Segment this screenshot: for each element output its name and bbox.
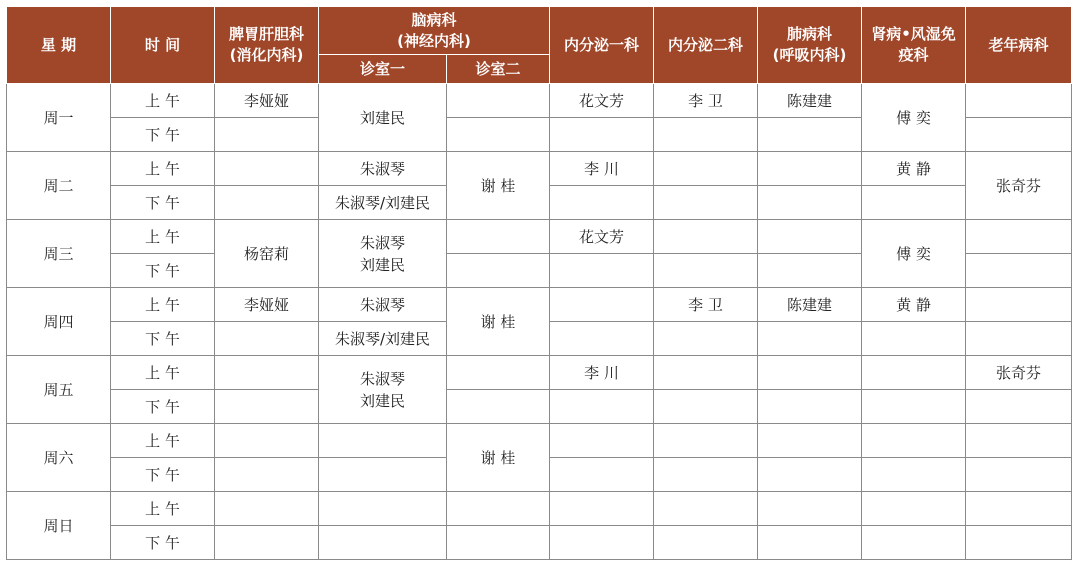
cell-wed-renal: 傅 奕 — [862, 220, 966, 288]
cell-empty — [654, 118, 758, 152]
cell-tue-endo1-am: 李 川 — [550, 152, 654, 186]
cell-empty — [862, 356, 966, 390]
cell-empty — [447, 390, 550, 424]
cell-empty — [550, 424, 654, 458]
cell-empty — [862, 492, 966, 526]
cell-empty — [862, 458, 966, 492]
header-dept-endo1: 内分泌一科 — [550, 7, 654, 84]
clinic-schedule-table — [6, 6, 1072, 560]
cell-empty — [215, 424, 319, 458]
cell-empty — [215, 152, 319, 186]
cell-empty — [654, 424, 758, 458]
cell-empty — [758, 458, 862, 492]
cell-tue-renal-am: 黄 静 — [862, 152, 966, 186]
slot-pm: 下 午 — [111, 458, 215, 492]
header-neuro-room1: 诊室一 — [319, 55, 447, 84]
cell-empty — [758, 390, 862, 424]
cell-empty — [654, 220, 758, 254]
cell-empty — [654, 254, 758, 288]
cell-mon-resp-am: 陈建建 — [758, 84, 862, 118]
cell-empty — [319, 492, 447, 526]
cell-empty — [966, 492, 1072, 526]
cell-empty — [862, 526, 966, 560]
day-cell-tue: 周二 — [7, 152, 111, 220]
day-cell-wed: 周三 — [7, 220, 111, 288]
slot-pm: 下 午 — [111, 390, 215, 424]
slot-pm: 下 午 — [111, 526, 215, 560]
cell-thu-resp-am: 陈建建 — [758, 288, 862, 322]
header-dept-endo2: 内分泌二科 — [654, 7, 758, 84]
slot-pm: 下 午 — [111, 186, 215, 220]
cell-empty — [215, 322, 319, 356]
slot-am: 上 午 — [111, 424, 215, 458]
cell-empty — [758, 322, 862, 356]
cell-empty — [654, 322, 758, 356]
cell-tue-neuro1-am: 朱淑琴 — [319, 152, 447, 186]
cell-empty — [550, 322, 654, 356]
cell-empty — [758, 526, 862, 560]
cell-empty — [966, 390, 1072, 424]
cell-thu-gi-am: 李娅娅 — [215, 288, 319, 322]
day-cell-sun: 周日 — [7, 492, 111, 560]
cell-empty — [550, 186, 654, 220]
cell-tue-neuro2: 谢 桂 — [447, 152, 550, 220]
cell-text: 朱淑琴 — [359, 233, 405, 252]
cell-empty — [319, 424, 447, 458]
day-cell-mon: 周一 — [7, 84, 111, 152]
cell-empty — [447, 356, 550, 390]
cell-empty — [758, 254, 862, 288]
cell-empty — [966, 526, 1072, 560]
header-dept-renal: 肾病•风湿免 疫科 — [862, 7, 966, 84]
slot-am: 上 午 — [111, 492, 215, 526]
cell-tue-neuro1-pm: 朱淑琴/刘建民 — [319, 186, 447, 220]
cell-wed-endo1-am: 花文芳 — [550, 220, 654, 254]
day-cell-fri: 周五 — [7, 356, 111, 424]
cell-mon-endo2-am: 李 卫 — [654, 84, 758, 118]
slot-am: 上 午 — [111, 288, 215, 322]
header-day: 星 期 — [7, 7, 111, 84]
cell-empty — [654, 492, 758, 526]
cell-thu-renal-am: 黄 静 — [862, 288, 966, 322]
cell-empty — [550, 254, 654, 288]
cell-empty — [447, 254, 550, 288]
cell-empty — [550, 288, 654, 322]
slot-am: 上 午 — [111, 220, 215, 254]
day-cell-sat: 周六 — [7, 424, 111, 492]
slot-pm: 下 午 — [111, 118, 215, 152]
cell-mon-gi-am: 李娅娅 — [215, 84, 319, 118]
cell-empty — [654, 526, 758, 560]
cell-empty — [758, 424, 862, 458]
cell-empty — [447, 492, 550, 526]
cell-empty — [550, 118, 654, 152]
cell-empty — [550, 526, 654, 560]
cell-tue-geri: 张奇芬 — [966, 152, 1072, 220]
cell-empty — [966, 424, 1072, 458]
cell-empty — [758, 118, 862, 152]
cell-mon-endo1-am: 花文芳 — [550, 84, 654, 118]
header-time: 时 间 — [111, 7, 215, 84]
cell-text: 刘建民 — [359, 391, 405, 410]
header-dept-geri: 老年病科 — [966, 7, 1072, 84]
cell-text: 刘建民 — [359, 255, 405, 274]
cell-empty — [758, 186, 862, 220]
cell-empty — [654, 356, 758, 390]
cell-empty — [966, 220, 1072, 254]
cell-empty — [215, 186, 319, 220]
cell-empty — [758, 152, 862, 186]
cell-empty — [758, 220, 862, 254]
cell-empty — [862, 424, 966, 458]
cell-empty — [215, 458, 319, 492]
cell-empty — [966, 458, 1072, 492]
cell-empty — [550, 458, 654, 492]
cell-empty — [966, 322, 1072, 356]
cell-wed-gi: 杨窑莉 — [215, 220, 319, 288]
cell-empty — [654, 390, 758, 424]
cell-empty — [758, 356, 862, 390]
cell-thu-neuro1-pm: 朱淑琴/刘建民 — [319, 322, 447, 356]
cell-empty — [654, 186, 758, 220]
cell-empty — [758, 492, 862, 526]
cell-empty — [319, 526, 447, 560]
cell-empty — [862, 390, 966, 424]
cell-empty — [447, 526, 550, 560]
cell-empty — [319, 458, 447, 492]
cell-empty — [447, 220, 550, 254]
header-dept-neuro: 脑病科 (神经内科) — [319, 7, 550, 55]
cell-empty — [447, 118, 550, 152]
slot-am: 上 午 — [111, 152, 215, 186]
cell-sat-neuro2: 谢 桂 — [447, 424, 550, 492]
slot-pm: 下 午 — [111, 254, 215, 288]
slot-pm: 下 午 — [111, 322, 215, 356]
cell-empty — [862, 186, 966, 220]
cell-empty — [966, 288, 1072, 322]
cell-empty — [966, 254, 1072, 288]
cell-thu-endo2-am: 李 卫 — [654, 288, 758, 322]
cell-empty — [447, 84, 550, 118]
cell-fri-geri-am: 张奇芬 — [966, 356, 1072, 390]
cell-mon-renal: 傅 奕 — [862, 84, 966, 152]
header-neuro-room2: 诊室二 — [447, 55, 550, 84]
slot-am: 上 午 — [111, 356, 215, 390]
cell-mon-neuro1: 刘建民 — [319, 84, 447, 152]
cell-thu-neuro1-am: 朱淑琴 — [319, 288, 447, 322]
cell-empty — [550, 390, 654, 424]
cell-text: 朱淑琴 — [359, 369, 405, 388]
cell-empty — [862, 322, 966, 356]
cell-empty — [550, 492, 654, 526]
cell-empty — [215, 492, 319, 526]
cell-empty — [215, 356, 319, 390]
cell-empty — [654, 458, 758, 492]
cell-empty — [215, 390, 319, 424]
header-dept-resp: 肺病科 (呼吸内科) — [758, 7, 862, 84]
cell-fri-endo1-am: 李 川 — [550, 356, 654, 390]
cell-empty — [966, 118, 1072, 152]
cell-thu-neuro2: 谢 桂 — [447, 288, 550, 356]
cell-empty — [215, 118, 319, 152]
cell-empty — [966, 84, 1072, 118]
day-cell-thu: 周四 — [7, 288, 111, 356]
cell-empty — [654, 152, 758, 186]
cell-wed-neuro1 — [319, 220, 447, 288]
slot-am: 上 午 — [111, 84, 215, 118]
cell-fri-neuro1 — [319, 356, 447, 424]
cell-empty — [215, 526, 319, 560]
header-dept-gi: 脾胃肝胆科 (消化内科) — [215, 7, 319, 84]
